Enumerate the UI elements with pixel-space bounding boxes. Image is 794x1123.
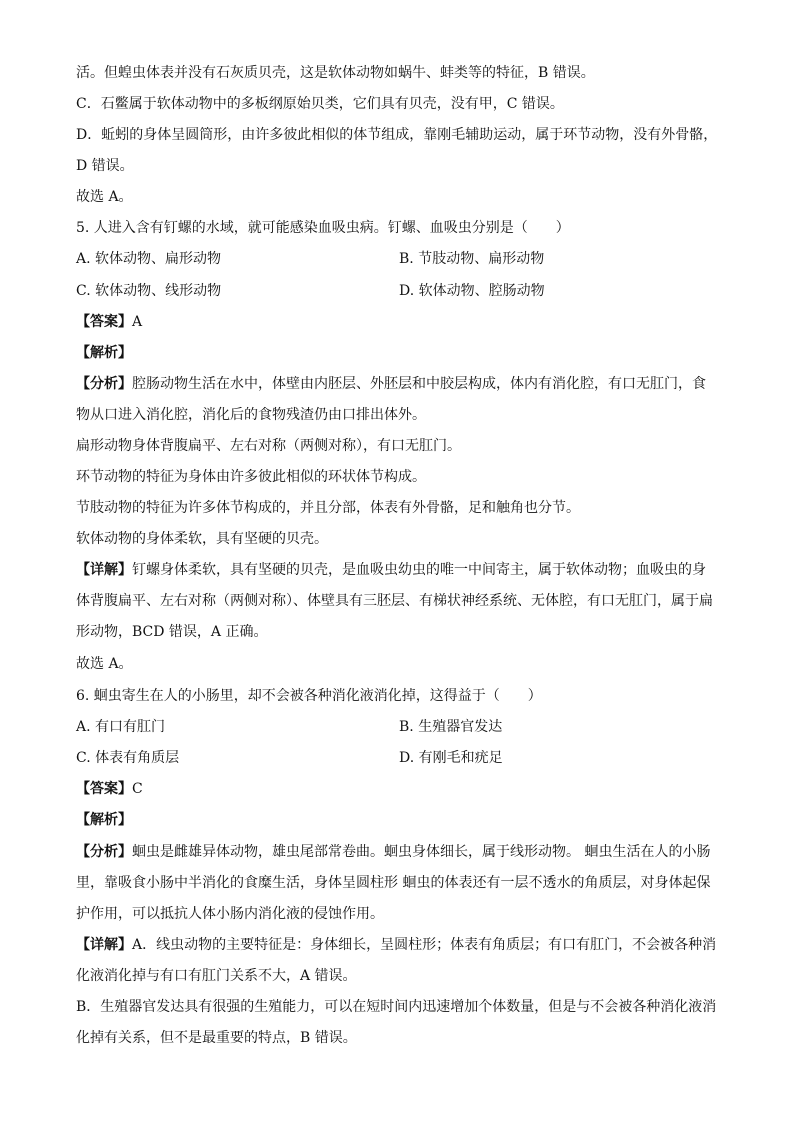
q6-option-d: D. 有刚毛和疣足 — [399, 750, 503, 766]
q6-fenxi-line: 里，靠吸食小肠中半消化的食糜生活，身体呈圆柱形 蛔虫的体表还有一层不透水的角质层，对身体起保 — [76, 875, 711, 891]
text-line: C．石鳖属于软体动物中的多板纲原始贝类，它们具有贝壳，没有甲，C 错误。 — [76, 96, 564, 112]
answer-tag: 【答案】 — [76, 781, 132, 797]
question-6: 6. 蛔虫寄生在人的小肠里，却不会被各种消化液消化掉，这得益于（ ） — [76, 688, 542, 704]
q6-fenxi-line: 护作用，可以抵抗人体小肠内消化液的侵蚀作用。 — [76, 906, 384, 922]
q5-xiangjie-line — [76, 560, 706, 580]
xiangjie-tag: 【详解】 — [76, 562, 132, 578]
q5-xiangjie-line: 体背腹扁平、左右对称（两侧对称）、体壁具有三胚层、有梯状神经系统、无体腔，有口无肛门，属于扁 — [76, 593, 713, 609]
q6-option-b: B. 生殖器官发达 — [399, 719, 503, 735]
q5-fenxi-line — [76, 374, 706, 394]
q5-fenxi-line: 物从口进入消化腔，消化后的食物残渣仍由口排出体外。 — [76, 407, 426, 423]
q6-xiangjie-line: B．生殖器官发达具有很强的生殖能力，可以在短时间内迅速增加个体数量，但是与不会被各种消化液消 — [76, 999, 717, 1015]
text-line: D．蚯蚓的身体呈圆筒形，由许多彼此相似的体节组成，靠刚毛辅助运动，属于环节动物，没有外骨骼， — [76, 127, 718, 143]
q5-fenxi-line: 扁形动物身体背腹扁平、左右对称（两侧对称），有口无肛门。 — [76, 438, 461, 454]
text-line: 故选 A。 — [76, 189, 133, 205]
q6-option-c: C. 体表有角质层 — [76, 750, 180, 766]
q6-option-a: A. 有口有肛门 — [76, 719, 166, 735]
q6-xiangjie-line: 化液消化掉与有口有肛门关系不大，A 错误。 — [76, 968, 357, 984]
answer-value: C — [132, 781, 143, 797]
answer-tag: 【答案】 — [76, 314, 132, 330]
xiangjie-text: A．线虫动物的主要特征是：身体细长，呈圆柱形；体表有角质层；有口有肛门，不会被各种消 — [132, 937, 717, 953]
q6-analysis-tag: 【解析】 — [76, 812, 132, 828]
xiangjie-text: 钉螺身体柔软，具有坚硬的贝壳，是血吸虫幼虫的唯一中间寄主，属于软体动物；血吸虫的身 — [132, 562, 706, 578]
q6-fenxi-line — [76, 842, 710, 862]
q5-fenxi-line: 环节动物的特征为身体由许多彼此相似的环状体节构成。 — [76, 469, 426, 485]
q5-fenxi-line: 节肢动物的特征为许多体节构成的，并且分部，体表有外骨骼，足和触角也分节。 — [76, 500, 580, 516]
question-5: 5. 人进入含有钉螺的水域，就可能感染血吸虫病。钉螺、血吸虫分别是（ ） — [76, 220, 570, 236]
fenxi-tag: 【分析】 — [76, 376, 132, 392]
q6-xiangjie-line — [76, 935, 716, 955]
q5-option-c: C. 软体动物、线形动物 — [76, 283, 222, 299]
q5-option-d: D. 软体动物、腔肠动物 — [399, 283, 545, 299]
text-line: D 错误。 — [76, 158, 134, 174]
q5-option-a: A. 软体动物、扁形动物 — [76, 251, 222, 267]
q5-option-b: B. 节肢动物、扁形动物 — [399, 251, 545, 267]
answer-value: A — [132, 314, 143, 330]
q5-answer — [76, 312, 142, 332]
fenxi-text: 蛔虫是雌雄异体动物，雄虫尾部常卷曲。蛔虫身体细长，属于线形动物。 蛔虫生活在人的小肠 — [132, 844, 711, 860]
fenxi-text: 腔肠动物生活在水中，体壁由内胚层、外胚层和中胶层构成，体内有消化腔，有口无肛门，食 — [132, 376, 706, 392]
q5-fenxi-line: 软体动物的身体柔软，具有坚硬的贝壳。 — [76, 531, 328, 547]
q6-xiangjie-line: 化掉有关系，但不是最重要的特点，B 错误。 — [76, 1030, 357, 1046]
q6-answer — [76, 779, 143, 799]
q5-xiangjie-line: 形动物，BCD 错误，A 正确。 — [76, 624, 268, 640]
q5-xiangjie-line: 故选 A。 — [76, 656, 133, 672]
xiangjie-tag: 【详解】 — [76, 937, 132, 953]
q5-analysis-tag: 【解析】 — [76, 345, 132, 361]
fenxi-tag: 【分析】 — [76, 844, 132, 860]
text-line: 活。但蝗虫体表并没有石灰质贝壳，这是软体动物如蜗牛、蚌类等的特征，B 错误。 — [76, 65, 595, 81]
